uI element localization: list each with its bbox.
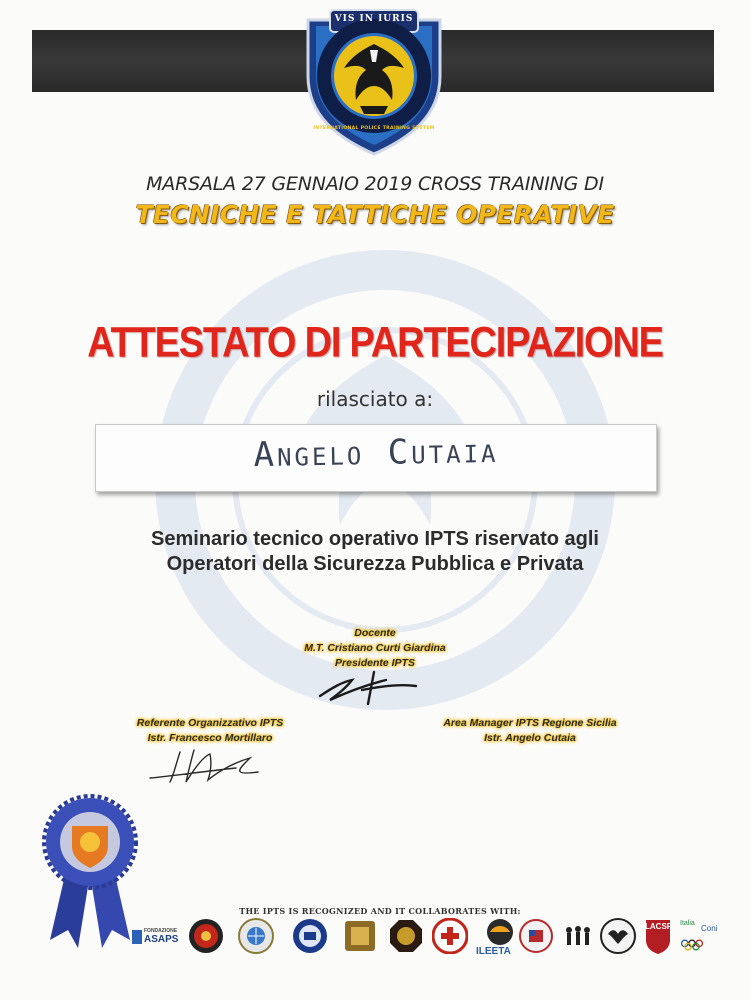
italia-label: Italia [680, 920, 695, 927]
event-location-date: MARSALA 27 GENNAIO 2019 CROSS TRAINING DI [146, 173, 604, 195]
teacher-name: M.T. Cristiano Curti Giardina [304, 642, 446, 654]
recipient-name-box [95, 424, 657, 492]
partner-logos [132, 918, 732, 962]
organizer-name: Istr. Francesco Mortillaro [147, 732, 273, 744]
recipient-name: Angelo Cutaia [253, 430, 499, 476]
lacsp-logo [640, 918, 676, 954]
medical-cross-icon [432, 918, 468, 954]
seminar-description-line2: Operatori della Sicurezza Pubblica e Privata [166, 553, 584, 575]
asaps-label: ASAPS [144, 934, 179, 945]
asaps-small-label: FONDAZIONE [144, 928, 178, 934]
organizer-role: Referente Organizzativo IPTS [136, 717, 284, 729]
octagon-badge-icon [388, 918, 424, 954]
area-manager-name: Istr. Angelo Cutaia [484, 732, 576, 744]
teacher-signature [312, 668, 422, 708]
gold-badge-icon [342, 918, 378, 954]
seal-blue-icon [292, 918, 328, 954]
area-manager-signatory [420, 716, 640, 746]
seal-red-icon [188, 918, 224, 954]
teacher-role: Docente [354, 627, 396, 639]
organizer-signature [140, 742, 270, 788]
seminar-description [0, 527, 750, 577]
ileeta-label: ILEETA [476, 946, 511, 957]
certificate-title: ATTESTATO DI PARTECIPAZIONE [87, 319, 663, 367]
asaps-logo [132, 918, 180, 954]
lacsp-label: LACSP [645, 922, 673, 931]
teacher-signatory [275, 626, 475, 671]
teacher-title: Presidente IPTS [335, 657, 415, 669]
team-silhouette-icon [560, 918, 596, 954]
seminar-description-line1: Seminario tecnico operativo IPTS riservato agli [151, 528, 599, 550]
seal-globe-icon [238, 918, 274, 954]
coni-logo [680, 918, 720, 954]
seal-us-icon [518, 918, 554, 954]
logo-motto: VIS IN IURIS [334, 14, 414, 24]
logo-ring-text: INTERNATIONAL POLICE TRAINING SYSTEM [313, 126, 435, 131]
event-title: TECNICHE E TATTICHE OPERATIVE [135, 200, 615, 229]
award-ribbon-icon [40, 790, 140, 950]
area-manager-role: Area Manager IPTS Regione Sicilia [443, 717, 617, 729]
recognized-by-text: THE IPTS IS RECOGNIZED AND IT COLLABORATES WITH: [239, 906, 521, 916]
ipts-shield-logo [300, 6, 448, 158]
issued-to-label: rilasciato a: [316, 387, 434, 411]
eagle-seal-icon [600, 918, 636, 954]
coni-label: Coni [701, 924, 718, 933]
